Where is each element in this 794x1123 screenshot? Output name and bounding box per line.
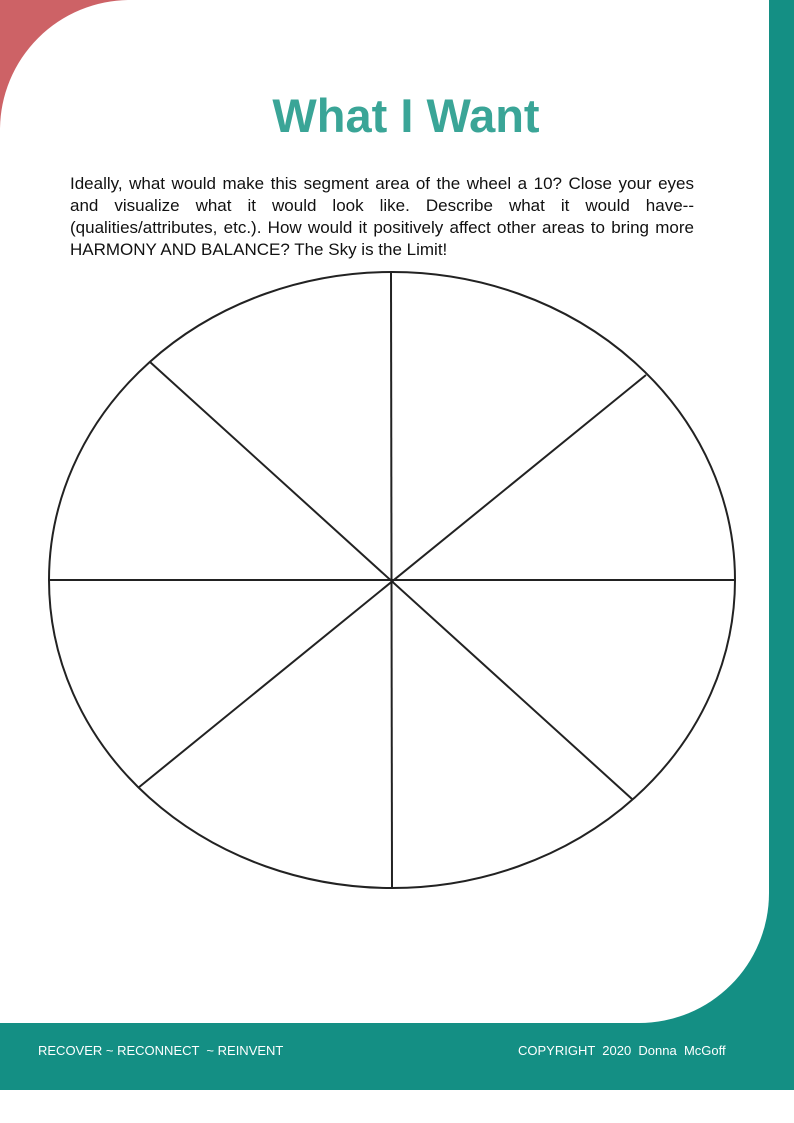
footer-copyright: COPYRIGHT 2020 Donna McGoff: [518, 1043, 726, 1058]
footer-tagline: RECOVER ~ RECONNECT ~ REINVENT: [38, 1043, 284, 1058]
instructions-text: Ideally, what would make this segment area of the wheel a 10? Close your eyes and visualize what it would look like. Describe what it would have--(qualities/attributes, etc.). How would it positively affect other areas to bring more HARMONY AND BALANCE? The Sky is the Limit!: [70, 174, 694, 259]
page-title: What I Want: [272, 89, 540, 142]
